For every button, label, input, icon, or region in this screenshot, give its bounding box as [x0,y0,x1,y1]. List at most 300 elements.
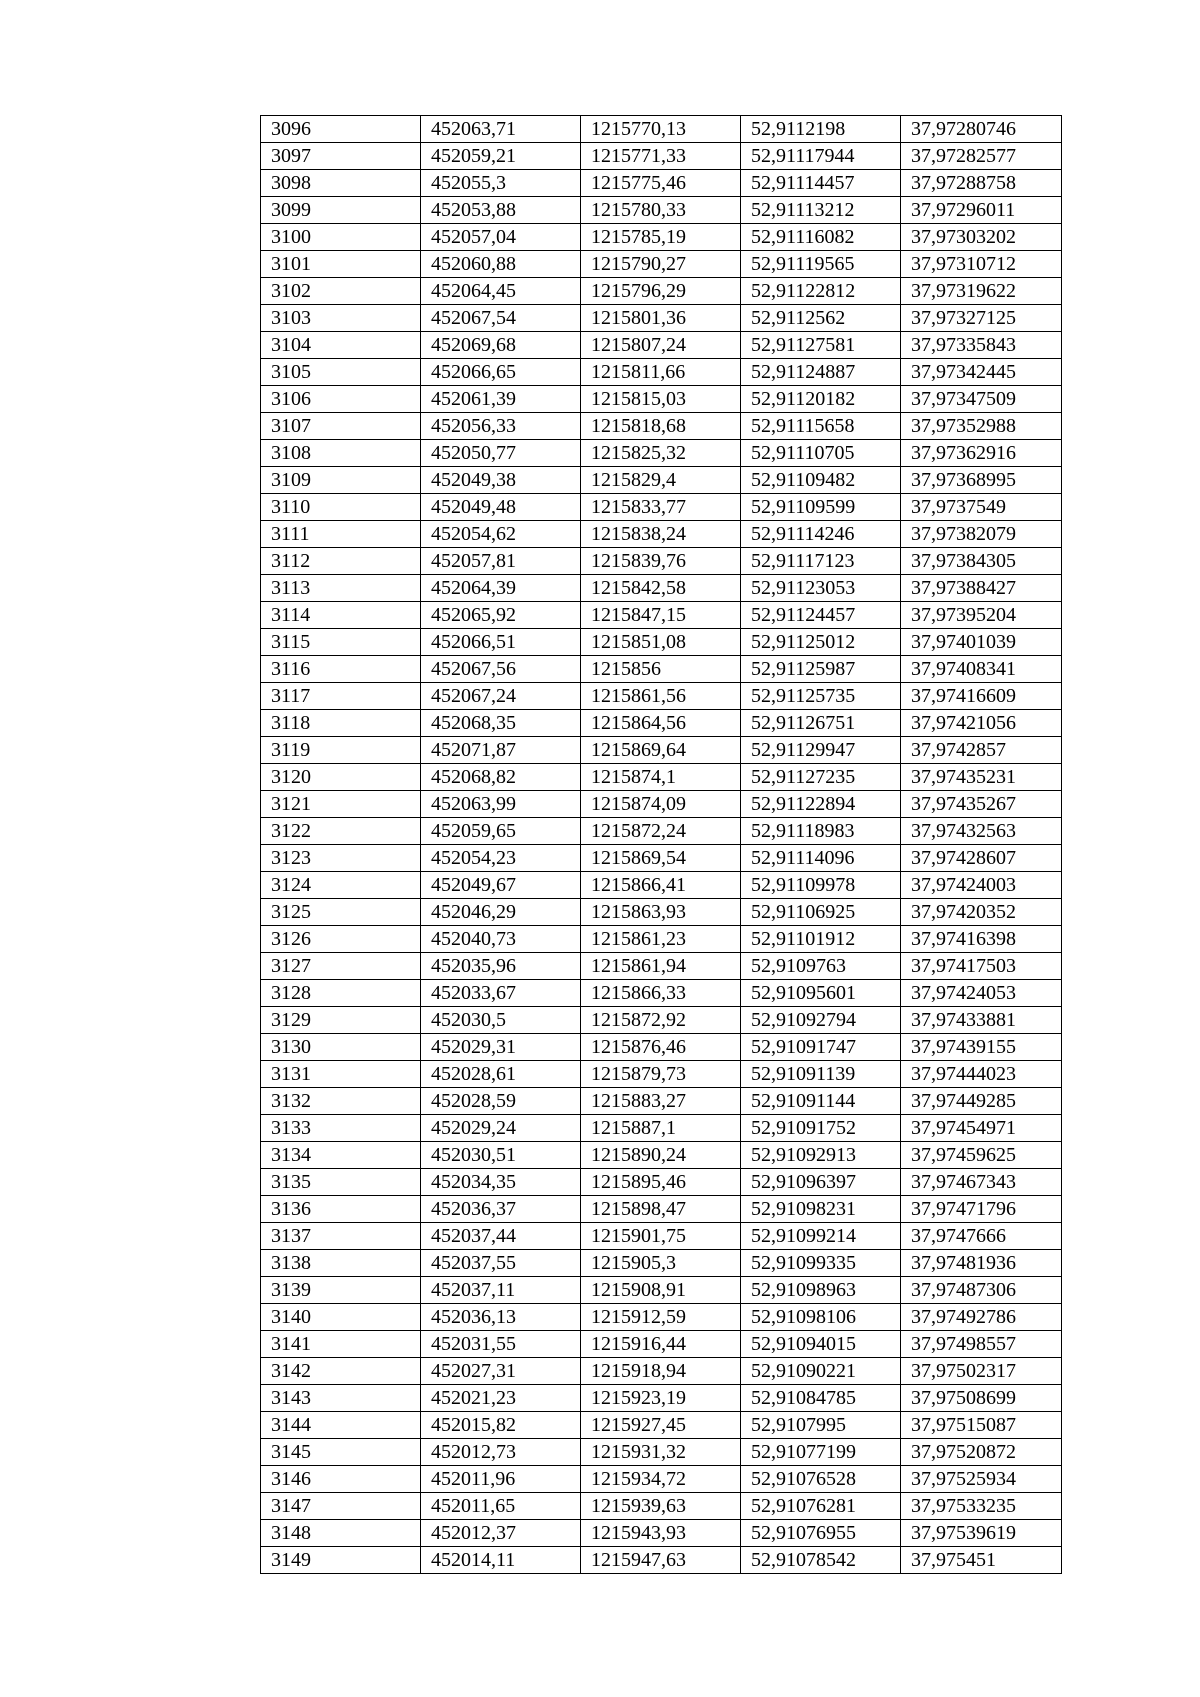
y-coordinate-cell: 1215861,94 [581,953,741,980]
x-coordinate-cell: 452053,88 [421,197,581,224]
y-coordinate-cell: 1215916,44 [581,1331,741,1358]
y-coordinate-cell: 1215863,93 [581,899,741,926]
point-number-cell: 3145 [261,1439,421,1466]
y-coordinate-cell: 1215890,24 [581,1142,741,1169]
x-coordinate-cell: 452030,51 [421,1142,581,1169]
coordinates-table [260,115,1062,1574]
table-row [261,1439,1062,1466]
table-row [261,278,1062,305]
y-coordinate-cell: 1215923,19 [581,1385,741,1412]
point-number-cell: 3099 [261,197,421,224]
y-coordinate-cell: 1215883,27 [581,1088,741,1115]
longitude-cell: 37,97342445 [901,359,1062,386]
y-coordinate-cell: 1215901,75 [581,1223,741,1250]
y-coordinate-cell: 1215771,33 [581,143,741,170]
x-coordinate-cell: 452063,71 [421,116,581,143]
point-number-cell: 3140 [261,1304,421,1331]
longitude-cell: 37,97327125 [901,305,1062,332]
x-coordinate-cell: 452056,33 [421,413,581,440]
latitude-cell: 52,91124457 [741,602,901,629]
latitude-cell: 52,91076528 [741,1466,901,1493]
x-coordinate-cell: 452057,81 [421,548,581,575]
longitude-cell: 37,97420352 [901,899,1062,926]
longitude-cell: 37,97335843 [901,332,1062,359]
latitude-cell: 52,91076955 [741,1520,901,1547]
x-coordinate-cell: 452068,35 [421,710,581,737]
longitude-cell: 37,97382079 [901,521,1062,548]
longitude-cell: 37,97435231 [901,764,1062,791]
latitude-cell: 52,91090221 [741,1358,901,1385]
table-row [261,170,1062,197]
y-coordinate-cell: 1215872,24 [581,818,741,845]
x-coordinate-cell: 452040,73 [421,926,581,953]
x-coordinate-cell: 452031,55 [421,1331,581,1358]
latitude-cell: 52,91115658 [741,413,901,440]
y-coordinate-cell: 1215851,08 [581,629,741,656]
longitude-cell: 37,97347509 [901,386,1062,413]
x-coordinate-cell: 452028,61 [421,1061,581,1088]
latitude-cell: 52,91109599 [741,494,901,521]
point-number-cell: 3124 [261,872,421,899]
longitude-cell: 37,97432563 [901,818,1062,845]
latitude-cell: 52,91098231 [741,1196,901,1223]
latitude-cell: 52,91078542 [741,1547,901,1574]
point-number-cell: 3146 [261,1466,421,1493]
longitude-cell: 37,97520872 [901,1439,1062,1466]
table-row [261,1412,1062,1439]
y-coordinate-cell: 1215869,64 [581,737,741,764]
y-coordinate-cell: 1215887,1 [581,1115,741,1142]
longitude-cell: 37,97416609 [901,683,1062,710]
table-row [261,548,1062,575]
point-number-cell: 3119 [261,737,421,764]
latitude-cell: 52,91098106 [741,1304,901,1331]
point-number-cell: 3120 [261,764,421,791]
y-coordinate-cell: 1215939,63 [581,1493,741,1520]
y-coordinate-cell: 1215874,1 [581,764,741,791]
latitude-cell: 52,91127235 [741,764,901,791]
table-row [261,953,1062,980]
x-coordinate-cell: 452037,55 [421,1250,581,1277]
y-coordinate-cell: 1215912,59 [581,1304,741,1331]
point-number-cell: 3132 [261,1088,421,1115]
point-number-cell: 3101 [261,251,421,278]
table-row [261,683,1062,710]
x-coordinate-cell: 452050,77 [421,440,581,467]
x-coordinate-cell: 452014,11 [421,1547,581,1574]
y-coordinate-cell: 1215879,73 [581,1061,741,1088]
table-row [261,791,1062,818]
y-coordinate-cell: 1215895,46 [581,1169,741,1196]
point-number-cell: 3137 [261,1223,421,1250]
longitude-cell: 37,97439155 [901,1034,1062,1061]
latitude-cell: 52,91124887 [741,359,901,386]
y-coordinate-cell: 1215931,32 [581,1439,741,1466]
x-coordinate-cell: 452071,87 [421,737,581,764]
latitude-cell: 52,91091752 [741,1115,901,1142]
x-coordinate-cell: 452011,65 [421,1493,581,1520]
point-number-cell: 3144 [261,1412,421,1439]
longitude-cell: 37,97502317 [901,1358,1062,1385]
table-row [261,899,1062,926]
point-number-cell: 3125 [261,899,421,926]
longitude-cell: 37,97421056 [901,710,1062,737]
point-number-cell: 3126 [261,926,421,953]
latitude-cell: 52,9109763 [741,953,901,980]
longitude-cell: 37,97388427 [901,575,1062,602]
table-row [261,1493,1062,1520]
point-number-cell: 3097 [261,143,421,170]
latitude-cell: 52,9107995 [741,1412,901,1439]
table-row [261,116,1062,143]
latitude-cell: 52,91114457 [741,170,901,197]
y-coordinate-cell: 1215861,56 [581,683,741,710]
point-number-cell: 3114 [261,602,421,629]
longitude-cell: 37,97303202 [901,224,1062,251]
point-number-cell: 3116 [261,656,421,683]
longitude-cell: 37,97433881 [901,1007,1062,1034]
y-coordinate-cell: 1215807,24 [581,332,741,359]
y-coordinate-cell: 1215869,54 [581,845,741,872]
table-row [261,440,1062,467]
table-row [261,926,1062,953]
table-row [261,1547,1062,1574]
table-row [261,1034,1062,1061]
latitude-cell: 52,91091144 [741,1088,901,1115]
point-number-cell: 3139 [261,1277,421,1304]
longitude-cell: 37,97444023 [901,1061,1062,1088]
point-number-cell: 3142 [261,1358,421,1385]
point-number-cell: 3122 [261,818,421,845]
longitude-cell: 37,97282577 [901,143,1062,170]
point-number-cell: 3138 [261,1250,421,1277]
table-row [261,1385,1062,1412]
table-row [261,1277,1062,1304]
table-row [261,656,1062,683]
latitude-cell: 52,91091139 [741,1061,901,1088]
x-coordinate-cell: 452036,37 [421,1196,581,1223]
latitude-cell: 52,91092913 [741,1142,901,1169]
latitude-cell: 52,91109978 [741,872,901,899]
longitude-cell: 37,97454971 [901,1115,1062,1142]
longitude-cell: 37,97319622 [901,278,1062,305]
point-number-cell: 3098 [261,170,421,197]
latitude-cell: 52,91099214 [741,1223,901,1250]
table-row [261,1466,1062,1493]
longitude-cell: 37,97539619 [901,1520,1062,1547]
latitude-cell: 52,91106925 [741,899,901,926]
point-number-cell: 3113 [261,575,421,602]
x-coordinate-cell: 452066,51 [421,629,581,656]
x-coordinate-cell: 452054,62 [421,521,581,548]
table-row [261,413,1062,440]
latitude-cell: 52,91110705 [741,440,901,467]
x-coordinate-cell: 452030,5 [421,1007,581,1034]
x-coordinate-cell: 452067,54 [421,305,581,332]
y-coordinate-cell: 1215866,41 [581,872,741,899]
table-row [261,467,1062,494]
table-row [261,710,1062,737]
x-coordinate-cell: 452059,65 [421,818,581,845]
longitude-cell: 37,97395204 [901,602,1062,629]
point-number-cell: 3100 [261,224,421,251]
table-row [261,1358,1062,1385]
x-coordinate-cell: 452011,96 [421,1466,581,1493]
y-coordinate-cell: 1215842,58 [581,575,741,602]
longitude-cell: 37,97428607 [901,845,1062,872]
x-coordinate-cell: 452064,39 [421,575,581,602]
y-coordinate-cell: 1215790,27 [581,251,741,278]
longitude-cell: 37,97525934 [901,1466,1062,1493]
table-row [261,1142,1062,1169]
latitude-cell: 52,91096397 [741,1169,901,1196]
point-number-cell: 3107 [261,413,421,440]
y-coordinate-cell: 1215780,33 [581,197,741,224]
point-number-cell: 3148 [261,1520,421,1547]
latitude-cell: 52,91127581 [741,332,901,359]
point-number-cell: 3147 [261,1493,421,1520]
point-number-cell: 3123 [261,845,421,872]
y-coordinate-cell: 1215918,94 [581,1358,741,1385]
latitude-cell: 52,91117944 [741,143,901,170]
longitude-cell: 37,97508699 [901,1385,1062,1412]
longitude-cell: 37,97435267 [901,791,1062,818]
x-coordinate-cell: 452063,99 [421,791,581,818]
point-number-cell: 3111 [261,521,421,548]
latitude-cell: 52,91114246 [741,521,901,548]
x-coordinate-cell: 452037,11 [421,1277,581,1304]
longitude-cell: 37,97280746 [901,116,1062,143]
latitude-cell: 52,91125987 [741,656,901,683]
y-coordinate-cell: 1215833,77 [581,494,741,521]
longitude-cell: 37,97368995 [901,467,1062,494]
point-number-cell: 3134 [261,1142,421,1169]
latitude-cell: 52,91117123 [741,548,901,575]
x-coordinate-cell: 452029,24 [421,1115,581,1142]
coordinates-table-body [261,116,1062,1574]
longitude-cell: 37,97401039 [901,629,1062,656]
table-row [261,1169,1062,1196]
x-coordinate-cell: 452037,44 [421,1223,581,1250]
table-row [261,332,1062,359]
table-row [261,1061,1062,1088]
x-coordinate-cell: 452068,82 [421,764,581,791]
longitude-cell: 37,97481936 [901,1250,1062,1277]
y-coordinate-cell: 1215947,63 [581,1547,741,1574]
latitude-cell: 52,91126751 [741,710,901,737]
point-number-cell: 3149 [261,1547,421,1574]
table-row [261,197,1062,224]
point-number-cell: 3110 [261,494,421,521]
longitude-cell: 37,9747666 [901,1223,1062,1250]
table-row [261,764,1062,791]
longitude-cell: 37,97408341 [901,656,1062,683]
table-row [261,386,1062,413]
x-coordinate-cell: 452054,23 [421,845,581,872]
longitude-cell: 37,97467343 [901,1169,1062,1196]
longitude-cell: 37,97515087 [901,1412,1062,1439]
longitude-cell: 37,97417503 [901,953,1062,980]
table-row [261,1304,1062,1331]
longitude-cell: 37,9742857 [901,737,1062,764]
point-number-cell: 3127 [261,953,421,980]
x-coordinate-cell: 452049,48 [421,494,581,521]
point-number-cell: 3129 [261,1007,421,1034]
y-coordinate-cell: 1215934,72 [581,1466,741,1493]
y-coordinate-cell: 1215866,33 [581,980,741,1007]
point-number-cell: 3112 [261,548,421,575]
longitude-cell: 37,97471796 [901,1196,1062,1223]
longitude-cell: 37,97449285 [901,1088,1062,1115]
latitude-cell: 52,91076281 [741,1493,901,1520]
point-number-cell: 3141 [261,1331,421,1358]
latitude-cell: 52,91091747 [741,1034,901,1061]
x-coordinate-cell: 452021,23 [421,1385,581,1412]
table-row [261,737,1062,764]
y-coordinate-cell: 1215908,91 [581,1277,741,1304]
latitude-cell: 52,91125012 [741,629,901,656]
longitude-cell: 37,97498557 [901,1331,1062,1358]
latitude-cell: 52,91125735 [741,683,901,710]
table-row [261,1520,1062,1547]
y-coordinate-cell: 1215838,24 [581,521,741,548]
longitude-cell: 37,97384305 [901,548,1062,575]
latitude-cell: 52,91129947 [741,737,901,764]
point-number-cell: 3133 [261,1115,421,1142]
y-coordinate-cell: 1215898,47 [581,1196,741,1223]
x-coordinate-cell: 452067,56 [421,656,581,683]
y-coordinate-cell: 1215839,76 [581,548,741,575]
point-number-cell: 3135 [261,1169,421,1196]
table-row [261,1250,1062,1277]
x-coordinate-cell: 452035,96 [421,953,581,980]
point-number-cell: 3103 [261,305,421,332]
y-coordinate-cell: 1215847,15 [581,602,741,629]
x-coordinate-cell: 452060,88 [421,251,581,278]
latitude-cell: 52,91119565 [741,251,901,278]
x-coordinate-cell: 452027,31 [421,1358,581,1385]
longitude-cell: 37,97296011 [901,197,1062,224]
y-coordinate-cell: 1215856 [581,656,741,683]
table-row [261,629,1062,656]
latitude-cell: 52,91109482 [741,467,901,494]
point-number-cell: 3117 [261,683,421,710]
latitude-cell: 52,91084785 [741,1385,901,1412]
longitude-cell: 37,97416398 [901,926,1062,953]
x-coordinate-cell: 452033,67 [421,980,581,1007]
y-coordinate-cell: 1215811,66 [581,359,741,386]
y-coordinate-cell: 1215874,09 [581,791,741,818]
table-row [261,143,1062,170]
point-number-cell: 3143 [261,1385,421,1412]
x-coordinate-cell: 452066,65 [421,359,581,386]
x-coordinate-cell: 452036,13 [421,1304,581,1331]
longitude-cell: 37,97424003 [901,872,1062,899]
point-number-cell: 3118 [261,710,421,737]
table-row [261,1196,1062,1223]
table-row [261,980,1062,1007]
y-coordinate-cell: 1215770,13 [581,116,741,143]
table-row [261,1088,1062,1115]
latitude-cell: 52,91099335 [741,1250,901,1277]
y-coordinate-cell: 1215864,56 [581,710,741,737]
table-row [261,575,1062,602]
table-row [261,845,1062,872]
point-number-cell: 3104 [261,332,421,359]
y-coordinate-cell: 1215905,3 [581,1250,741,1277]
latitude-cell: 52,91077199 [741,1439,901,1466]
y-coordinate-cell: 1215796,29 [581,278,741,305]
longitude-cell: 37,97533235 [901,1493,1062,1520]
y-coordinate-cell: 1215775,46 [581,170,741,197]
latitude-cell: 52,91098963 [741,1277,901,1304]
x-coordinate-cell: 452055,3 [421,170,581,197]
longitude-cell: 37,97459625 [901,1142,1062,1169]
x-coordinate-cell: 452061,39 [421,386,581,413]
latitude-cell: 52,91123053 [741,575,901,602]
table-row [261,1115,1062,1142]
x-coordinate-cell: 452059,21 [421,143,581,170]
latitude-cell: 52,91113212 [741,197,901,224]
table-row [261,1223,1062,1250]
table-row [261,251,1062,278]
y-coordinate-cell: 1215801,36 [581,305,741,332]
point-number-cell: 3105 [261,359,421,386]
longitude-cell: 37,97487306 [901,1277,1062,1304]
latitude-cell: 52,91101912 [741,926,901,953]
longitude-cell: 37,975451 [901,1547,1062,1574]
table-row [261,521,1062,548]
table-row [261,1331,1062,1358]
x-coordinate-cell: 452029,31 [421,1034,581,1061]
x-coordinate-cell: 452057,04 [421,224,581,251]
x-coordinate-cell: 452046,29 [421,899,581,926]
x-coordinate-cell: 452049,67 [421,872,581,899]
table-row [261,872,1062,899]
y-coordinate-cell: 1215876,46 [581,1034,741,1061]
table-row [261,224,1062,251]
x-coordinate-cell: 452012,37 [421,1520,581,1547]
latitude-cell: 52,91092794 [741,1007,901,1034]
latitude-cell: 52,91122894 [741,791,901,818]
y-coordinate-cell: 1215872,92 [581,1007,741,1034]
point-number-cell: 3096 [261,116,421,143]
y-coordinate-cell: 1215785,19 [581,224,741,251]
table-row [261,494,1062,521]
x-coordinate-cell: 452064,45 [421,278,581,305]
point-number-cell: 3121 [261,791,421,818]
point-number-cell: 3109 [261,467,421,494]
latitude-cell: 52,91116082 [741,224,901,251]
latitude-cell: 52,91120182 [741,386,901,413]
longitude-cell: 37,97310712 [901,251,1062,278]
latitude-cell: 52,91118983 [741,818,901,845]
x-coordinate-cell: 452034,35 [421,1169,581,1196]
longitude-cell: 37,97362916 [901,440,1062,467]
longitude-cell: 37,97424053 [901,980,1062,1007]
x-coordinate-cell: 452069,68 [421,332,581,359]
longitude-cell: 37,9737549 [901,494,1062,521]
point-number-cell: 3136 [261,1196,421,1223]
x-coordinate-cell: 452012,73 [421,1439,581,1466]
table-row [261,602,1062,629]
y-coordinate-cell: 1215815,03 [581,386,741,413]
point-number-cell: 3131 [261,1061,421,1088]
x-coordinate-cell: 452049,38 [421,467,581,494]
latitude-cell: 52,9112198 [741,116,901,143]
latitude-cell: 52,91094015 [741,1331,901,1358]
table-row [261,305,1062,332]
